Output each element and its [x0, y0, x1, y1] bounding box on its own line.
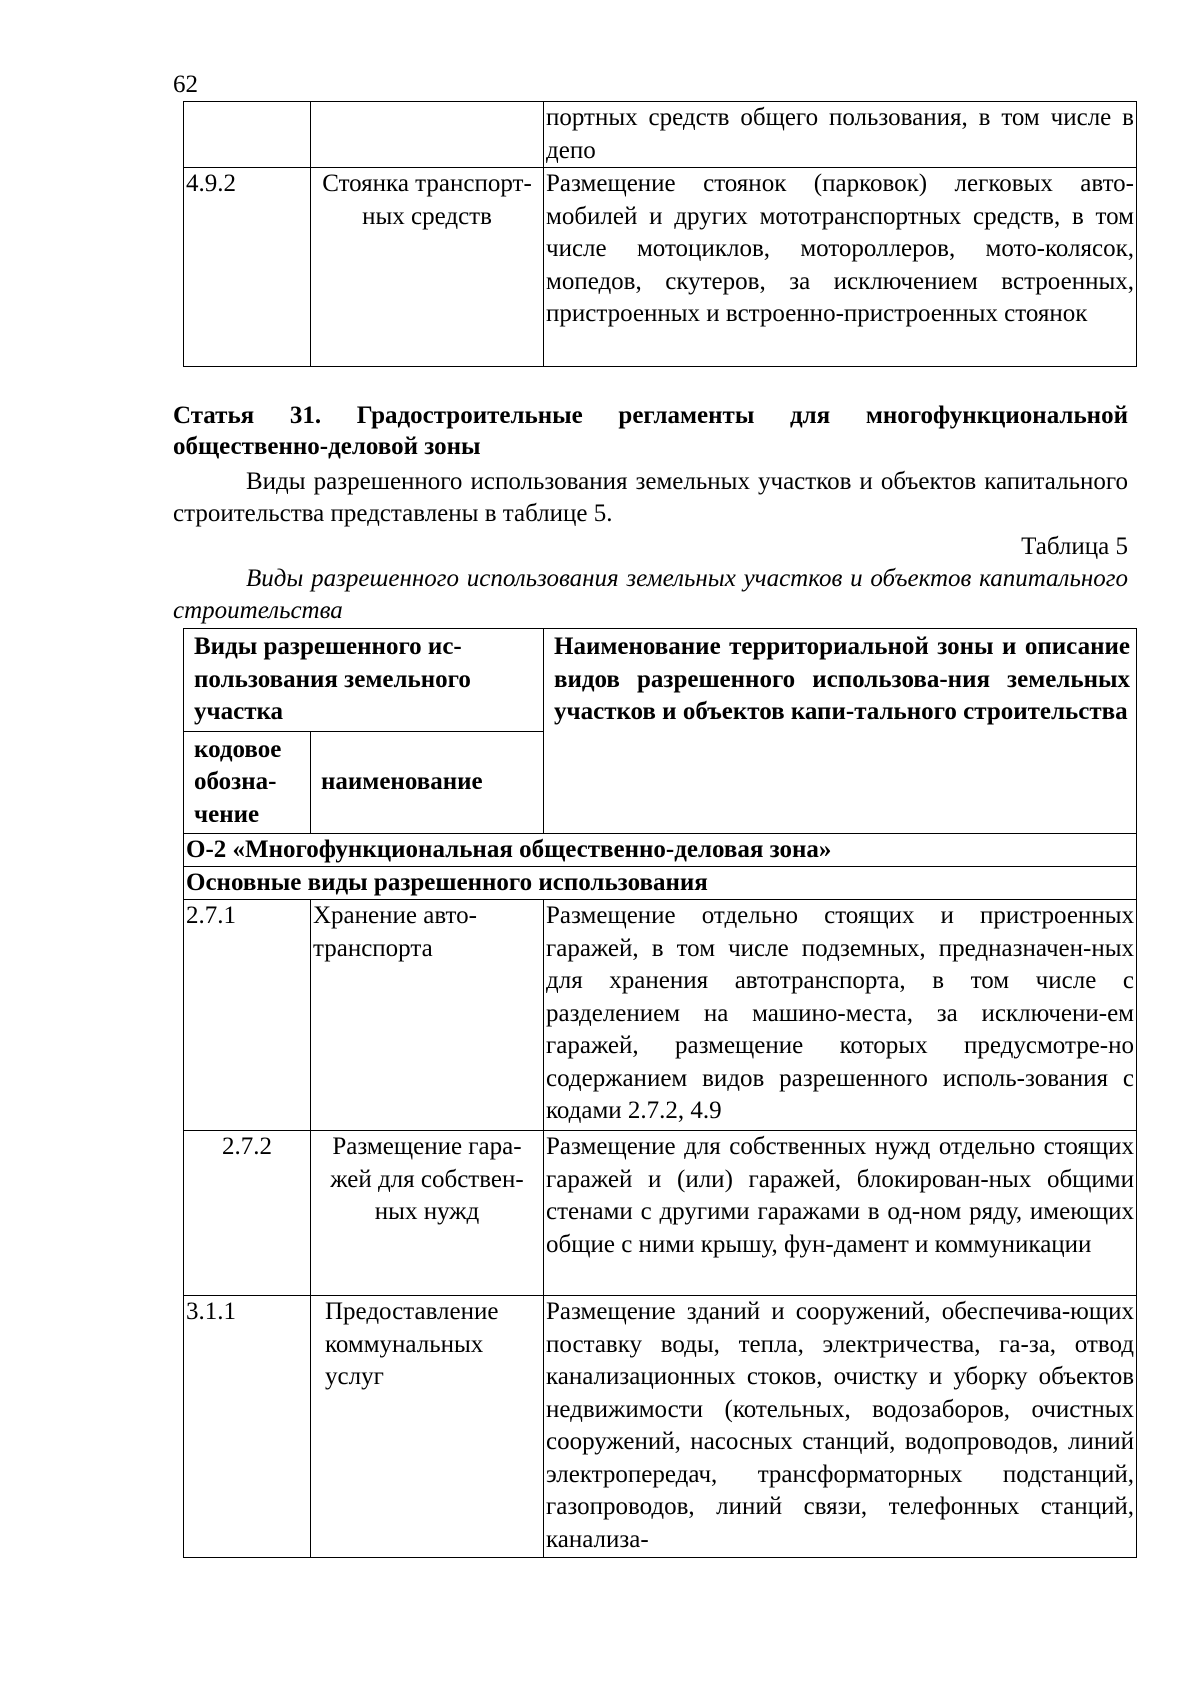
- header-row: [184, 629, 1137, 732]
- description-cell: Размещение зданий и сооружений, обеспечива-ющих поставку воды, тепла, электричества, га-за, отвод канализационных стоков, очистку и уборку объектов недвижимости (котельных, водозаборов, очистных сооружений, насосных станций, водопроводов, линий электропередач, трансформаторных подстанций, газопроводов, линий связи, телефонных станций, канализа-: [544, 1296, 1137, 1558]
- header-group-cell: Виды разрешенного ис-пользования земельного участка: [184, 629, 544, 732]
- code-cell: 2.7.2: [184, 1131, 311, 1296]
- header-code-cell: кодовое обозна-чение: [184, 731, 311, 834]
- header-name-cell: наименование: [311, 731, 544, 834]
- code-cell: 4.9.2: [184, 168, 311, 367]
- table-label: Таблица 5: [1021, 533, 1128, 560]
- continued-table: [183, 101, 1137, 367]
- description-cell: портных средств общего пользования, в том числе в депо: [544, 102, 1137, 168]
- code-cell: 3.1.1: [184, 1296, 311, 1558]
- description-cell: Размещение стоянок (парковок) легковых авто-мобилей и других мототранспортных средств, в том числе мотоциклов, мотороллеров, мото-колясок, мопедов, скутеров, за исключением встроенных, пристроенных и встроенно-пристроенных стоянок: [544, 168, 1137, 367]
- table-row: [184, 102, 1137, 168]
- zone-row: [184, 834, 1137, 867]
- table-row: [184, 168, 1137, 367]
- main-table: [183, 628, 1137, 1558]
- description-cell: Размещение отдельно стоящих и пристроенных гаражей, в том числе подземных, предназначен-ных для хранения автотранспорта, в том числе с разделением на машино-места, за исключени-ем гаражей, размещение которых предусмотре-но содержанием видов разрешенного исполь-зования с кодами 2.7.2, 4.9: [544, 900, 1137, 1131]
- table-row: [184, 1131, 1137, 1296]
- name-cell: Размещение гара-жей для собствен-ных нужд: [311, 1131, 544, 1296]
- name-cell: Стоянка транспорт-ных средств: [311, 168, 544, 367]
- header-description-cell: Наименование территориальной зоны и описание видов разрешенного использова-ния земельных участков и объектов капи-тального строительства: [544, 629, 1137, 834]
- name-cell: Предоставление коммунальных услуг: [311, 1296, 544, 1558]
- section-row: [184, 867, 1137, 900]
- zone-title: О-2 «Многофункциональная общественно-деловая зона»: [184, 834, 1137, 867]
- code-cell: [184, 102, 311, 168]
- article-heading: Статья 31. Градостроительные регламенты для многофункциональной общественно-деловой зоны: [173, 402, 1128, 460]
- name-cell: Хранение авто-транспорта: [311, 900, 544, 1131]
- code-cell: 2.7.1: [184, 900, 311, 1131]
- page-number: 62: [173, 71, 198, 98]
- name-cell: [311, 102, 544, 168]
- table-row: [184, 1296, 1137, 1558]
- section-title: Основные виды разрешенного использования: [184, 867, 1137, 900]
- table-row: [184, 900, 1137, 1131]
- table-caption: Виды разрешенного использования земельных участков и объектов капитального строительства: [173, 565, 1128, 624]
- description-cell: Размещение для собственных нужд отдельно стоящих гаражей и (или) гаражей, блокирован-ных общими стенами с другими гаражами в од-ном ряду, имеющих общие с ними крышу, фун-дамент и коммуникации: [544, 1131, 1137, 1296]
- intro-paragraph: Виды разрешенного использования земельных участков и объектов капитального строительства представлены в таблице 5.: [173, 468, 1128, 527]
